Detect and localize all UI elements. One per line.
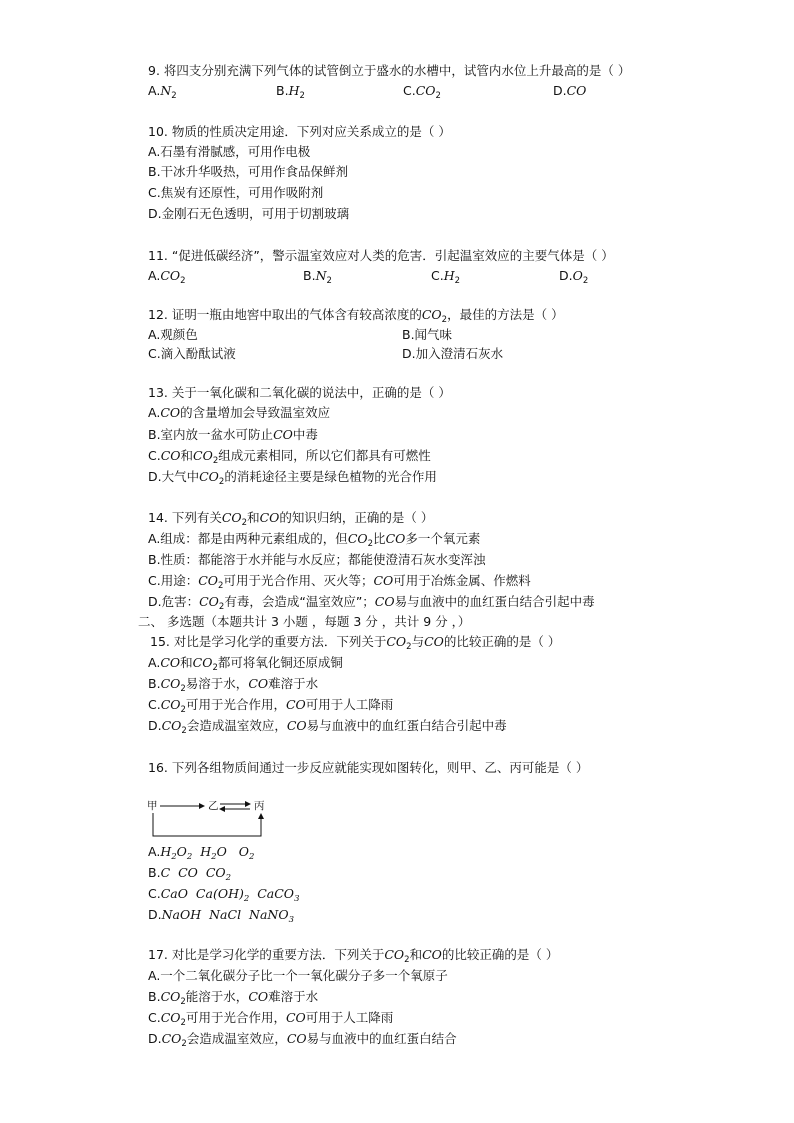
formula: CO xyxy=(193,448,213,463)
text: 的比较正确的是（ ） xyxy=(443,634,561,649)
option-letter: C. xyxy=(403,83,416,98)
formula: O xyxy=(572,268,583,283)
formula: CO xyxy=(424,634,444,649)
formula: CO xyxy=(386,634,407,649)
formula xyxy=(195,886,250,904)
q15-option-a[interactable] xyxy=(148,654,343,671)
q16-option-c[interactable] xyxy=(148,885,299,902)
q13-option-c[interactable] xyxy=(148,447,431,464)
text: 可用于冶炼金属、作燃料 xyxy=(393,573,531,588)
formula-part: O xyxy=(216,844,227,859)
q16-option-a[interactable] xyxy=(148,843,254,860)
q16-conversion-diagram xyxy=(146,796,276,840)
formula: N xyxy=(315,268,327,283)
formula xyxy=(200,844,227,862)
text: 难溶于水 xyxy=(268,676,319,691)
option-letter: C. xyxy=(148,448,161,463)
subscript: 2 xyxy=(180,276,186,286)
q17-stem xyxy=(148,946,558,963)
option-letter: B. xyxy=(303,268,316,283)
formula xyxy=(249,907,295,925)
text: 14. 下列有关 xyxy=(148,510,222,525)
formula: CO xyxy=(161,718,182,733)
q12-stem xyxy=(148,306,564,323)
text: 17. 对比是学习化学的重要方法．下列关于 xyxy=(148,947,385,962)
text: 可用于人工降雨 xyxy=(305,697,394,712)
q10-option-b[interactable]: B.干冰升华吸热，可用作食品保鲜剂 xyxy=(148,164,349,179)
text: 比 xyxy=(373,531,386,546)
formula: CO xyxy=(160,268,181,283)
subscript: 2 xyxy=(171,91,177,101)
q10-option-a[interactable]: A.石墨有滑腻感，可用作电极 xyxy=(148,144,311,159)
option-letter: A. xyxy=(148,405,161,420)
subscript: 2 xyxy=(211,852,217,862)
text: 难溶于水 xyxy=(268,989,319,1004)
subscript: 2 xyxy=(582,276,589,286)
text: 多一个氧元素 xyxy=(405,531,481,546)
text: 的比较正确的是（ ） xyxy=(441,947,559,962)
text: 易溶于水， xyxy=(185,676,249,691)
subscript: 3 xyxy=(294,894,300,904)
option-letter: C. xyxy=(148,1010,161,1025)
text: 可用于光合作用， xyxy=(185,697,286,712)
option-letter: B. xyxy=(148,676,161,691)
subscript: 2 xyxy=(218,581,224,591)
q13-option-b[interactable] xyxy=(148,426,318,443)
subscript: 2 xyxy=(180,684,186,694)
formula xyxy=(205,865,232,883)
q15-option-b[interactable] xyxy=(148,675,318,692)
subscript: 2 xyxy=(299,91,305,101)
q13-option-d[interactable] xyxy=(148,468,437,485)
formula: CO xyxy=(422,947,442,962)
q14-option-a[interactable] xyxy=(148,530,480,547)
text: A.组成：都是由两种元素组成的，但 xyxy=(148,531,348,546)
subscript: 2 xyxy=(171,852,177,862)
text: 的知识归纳，正确的是（ ） xyxy=(279,510,434,525)
text: 的消耗途径主要是绿色植物的光合作用 xyxy=(224,469,437,484)
text: 的含量增加会导致温室效应 xyxy=(180,405,331,420)
q14-option-d[interactable] xyxy=(148,593,595,610)
q16-option-b[interactable] xyxy=(148,864,231,881)
q10-option-c[interactable]: C.焦炭有还原性，可用作吸附剂 xyxy=(148,185,324,200)
text: 可用于光合作用、灭火等； xyxy=(223,573,374,588)
q12-option-b[interactable]: B.闻气味 xyxy=(402,327,453,342)
option-letter: B. xyxy=(148,865,161,880)
text: 和 xyxy=(180,655,193,670)
subscript: 3 xyxy=(288,915,295,925)
q13-stem: 13. 关于一氧化碳和二氧化碳的说法中，正确的是（ ） xyxy=(148,385,451,400)
q14-stem xyxy=(148,509,433,526)
formula-part: CaCO xyxy=(257,886,295,901)
text: 和 xyxy=(180,448,194,463)
text: D.危害： xyxy=(148,594,200,609)
formula-part: Ca(OH) xyxy=(195,886,244,901)
q15-option-d[interactable] xyxy=(148,717,507,734)
formula: CO xyxy=(160,655,181,670)
option-letter: B. xyxy=(276,83,289,98)
subscript: 2 xyxy=(181,726,187,736)
text: 和 xyxy=(247,510,260,525)
subscript: 2 xyxy=(454,276,461,286)
q13-option-a[interactable] xyxy=(148,404,330,421)
formula-part: O xyxy=(238,844,250,859)
formula: NaCl xyxy=(209,907,242,922)
formula: H xyxy=(288,83,300,98)
option-letter: D. xyxy=(148,718,162,733)
formula: H xyxy=(443,268,455,283)
formula: CO xyxy=(192,655,213,670)
q10-option-d[interactable]: D.金刚石无色透明，可用于切割玻璃 xyxy=(148,206,350,221)
text: B.室内放一盆水可防止 xyxy=(148,427,274,442)
option-letter: A. xyxy=(148,83,161,98)
formula: CO xyxy=(384,947,405,962)
formula: CO xyxy=(198,573,219,588)
option-letter: A. xyxy=(148,655,161,670)
option-letter: C. xyxy=(148,886,161,901)
q12-option-d[interactable]: D.加入澄清石灰水 xyxy=(402,346,504,361)
q9-option-c[interactable] xyxy=(403,82,441,99)
formula: CO xyxy=(199,469,219,484)
formula: CO xyxy=(160,1010,181,1025)
subscript: 2 xyxy=(212,456,219,466)
formula: CO xyxy=(221,510,242,525)
option-letter: A. xyxy=(148,844,161,859)
option-letter: D. xyxy=(148,1031,162,1046)
text: 会造成温室效应， xyxy=(186,1031,287,1046)
q9-option-d[interactable] xyxy=(553,82,586,99)
text: 组成元素相同，所以它们都具有可燃性 xyxy=(218,448,431,463)
subscript: 2 xyxy=(181,1039,187,1049)
option-letter: A. xyxy=(148,268,161,283)
text: 易与血液中的血红蛋白结合引起中毒 xyxy=(394,594,595,609)
subscript: 2 xyxy=(241,518,248,528)
formula: C xyxy=(160,865,171,880)
text: 可用于光合作用， xyxy=(185,1010,286,1025)
formula: CO xyxy=(160,697,181,712)
formula-part: H xyxy=(200,844,212,859)
q9-option-a[interactable] xyxy=(148,82,177,99)
formula: CO xyxy=(285,1010,306,1025)
text: C.用途： xyxy=(148,573,199,588)
subscript: 2 xyxy=(180,997,186,1007)
formula: CO xyxy=(248,676,269,691)
formula-part: CO xyxy=(205,865,226,880)
subscript: 2 xyxy=(186,852,193,862)
subscript: 2 xyxy=(212,663,218,673)
formula: CO xyxy=(415,83,436,98)
option-letter: B. xyxy=(148,989,161,1004)
subscript: 2 xyxy=(367,539,374,549)
formula-part: H xyxy=(160,844,172,859)
text: ，最佳的方法是（ ） xyxy=(447,307,564,322)
text: 会造成温室效应， xyxy=(186,718,287,733)
subscript: 2 xyxy=(404,955,410,965)
option-letter: D. xyxy=(553,83,567,98)
formula: CO xyxy=(347,531,368,546)
formula: CO xyxy=(286,1031,307,1046)
formula: NaOH xyxy=(161,907,202,922)
q17-option-d[interactable] xyxy=(148,1030,457,1047)
text: D.大气中 xyxy=(148,469,200,484)
formula: CO xyxy=(161,1031,182,1046)
formula: CO xyxy=(385,531,406,546)
formula: CO xyxy=(285,697,306,712)
subscript: 2 xyxy=(435,91,441,101)
subscript: 2 xyxy=(243,894,250,904)
formula xyxy=(160,844,193,862)
subscript: 2 xyxy=(180,705,186,715)
formula-part: O xyxy=(176,844,187,859)
formula: CO xyxy=(248,989,269,1004)
formula: CO xyxy=(160,989,181,1004)
diagram-label-jia: 甲 xyxy=(147,800,158,812)
q17-option-a[interactable]: A.一个二氧化碳分子比一个一氧化碳分子多一个氧原子 xyxy=(148,968,448,983)
subscript: 2 xyxy=(218,477,225,487)
q14-option-c[interactable] xyxy=(148,572,531,589)
text: 都可将氧化铜还原成铜 xyxy=(217,655,343,670)
text: 15. 对比是学习化学的重要方法．下列关于 xyxy=(150,634,387,649)
formula: N xyxy=(160,83,172,98)
arrow-jia-to-bing xyxy=(153,813,261,836)
formula: CO xyxy=(373,573,394,588)
q11-stem: 11. “促进低碳经济”，警示温室效应对人类的危害．引起温室效应的主要气体是（ ） xyxy=(148,248,614,263)
subscript: 2 xyxy=(218,602,225,612)
formula: CO xyxy=(421,307,442,322)
formula: CO xyxy=(160,448,181,463)
q12-option-a[interactable]: A.观颜色 xyxy=(148,327,198,342)
formula-part: NaNO xyxy=(249,907,289,922)
formula: CO xyxy=(566,83,587,98)
diagram-label-bing: 丙 xyxy=(254,800,265,812)
text: 有毒，会造成“温室效应”； xyxy=(224,594,375,609)
option-letter: D. xyxy=(148,907,162,922)
q16-option-d[interactable] xyxy=(148,906,294,923)
q15-stem xyxy=(150,633,560,650)
subscript: 2 xyxy=(249,852,255,862)
subscript: 2 xyxy=(180,1018,186,1028)
text: 能溶于水， xyxy=(185,989,249,1004)
formula: CO xyxy=(273,427,293,442)
text: 中毒 xyxy=(292,427,318,442)
q16-stem: 16. 下列各组物质间通过一步反应就能实现如图转化，则甲、乙、丙可能是（ ） xyxy=(148,760,589,775)
subscript: 2 xyxy=(326,276,332,286)
formula xyxy=(238,844,255,862)
formula xyxy=(257,886,300,904)
q11-option-b[interactable] xyxy=(303,267,332,284)
q9-option-b[interactable] xyxy=(276,82,305,99)
option-letter: C. xyxy=(431,268,444,283)
formula: CO xyxy=(178,865,198,880)
formula: CO xyxy=(199,594,219,609)
text: 易与血液中的血红蛋白结合 xyxy=(306,1031,457,1046)
diagram-label-yi: 乙 xyxy=(208,800,219,812)
q12-option-c[interactable]: C.滴入酚酞试液 xyxy=(148,346,236,361)
q17-option-b[interactable] xyxy=(148,988,318,1005)
subscript: 2 xyxy=(406,642,412,652)
formula: CO xyxy=(160,405,181,420)
text: 可用于人工降雨 xyxy=(305,1010,394,1025)
text: 和 xyxy=(409,947,423,962)
formula: CO xyxy=(374,594,395,609)
formula: CO xyxy=(160,676,181,691)
text: 与 xyxy=(411,634,425,649)
q11-option-d[interactable] xyxy=(559,267,588,284)
formula: CO xyxy=(259,510,280,525)
q9-stem: 9. 将四支分别充满下列气体的试管倒立于盛水的水槽中，试管内水位上升最高的是（ ） xyxy=(148,63,631,78)
q17-option-c[interactable] xyxy=(148,1009,393,1026)
subscript: 2 xyxy=(441,315,448,325)
option-letter: C. xyxy=(148,697,161,712)
subscript: 2 xyxy=(225,873,232,883)
q10-stem: 10. 物质的性质决定用途．下列对应关系成立的是（ ） xyxy=(148,124,451,139)
q14-option-b[interactable]: B.性质：都能溶于水并能与水反应；都能使澄清石灰水变浑浊 xyxy=(148,552,486,567)
formula: CO xyxy=(286,718,307,733)
q11-option-a[interactable] xyxy=(148,267,186,284)
text: 12. 证明一瓶由地窖中取出的气体含有较高浓度的 xyxy=(148,307,422,322)
option-letter: D. xyxy=(559,268,573,283)
text: 易与血液中的血红蛋白结合引起中毒 xyxy=(306,718,507,733)
q11-option-c[interactable] xyxy=(431,267,460,284)
q15-option-c[interactable] xyxy=(148,696,393,713)
section-heading-multi-choice: 二、 多选题（本题共计 3 小题 ，每题 3 分 ，共计 9 分 ，） xyxy=(138,614,471,629)
formula: CaO xyxy=(160,886,188,901)
